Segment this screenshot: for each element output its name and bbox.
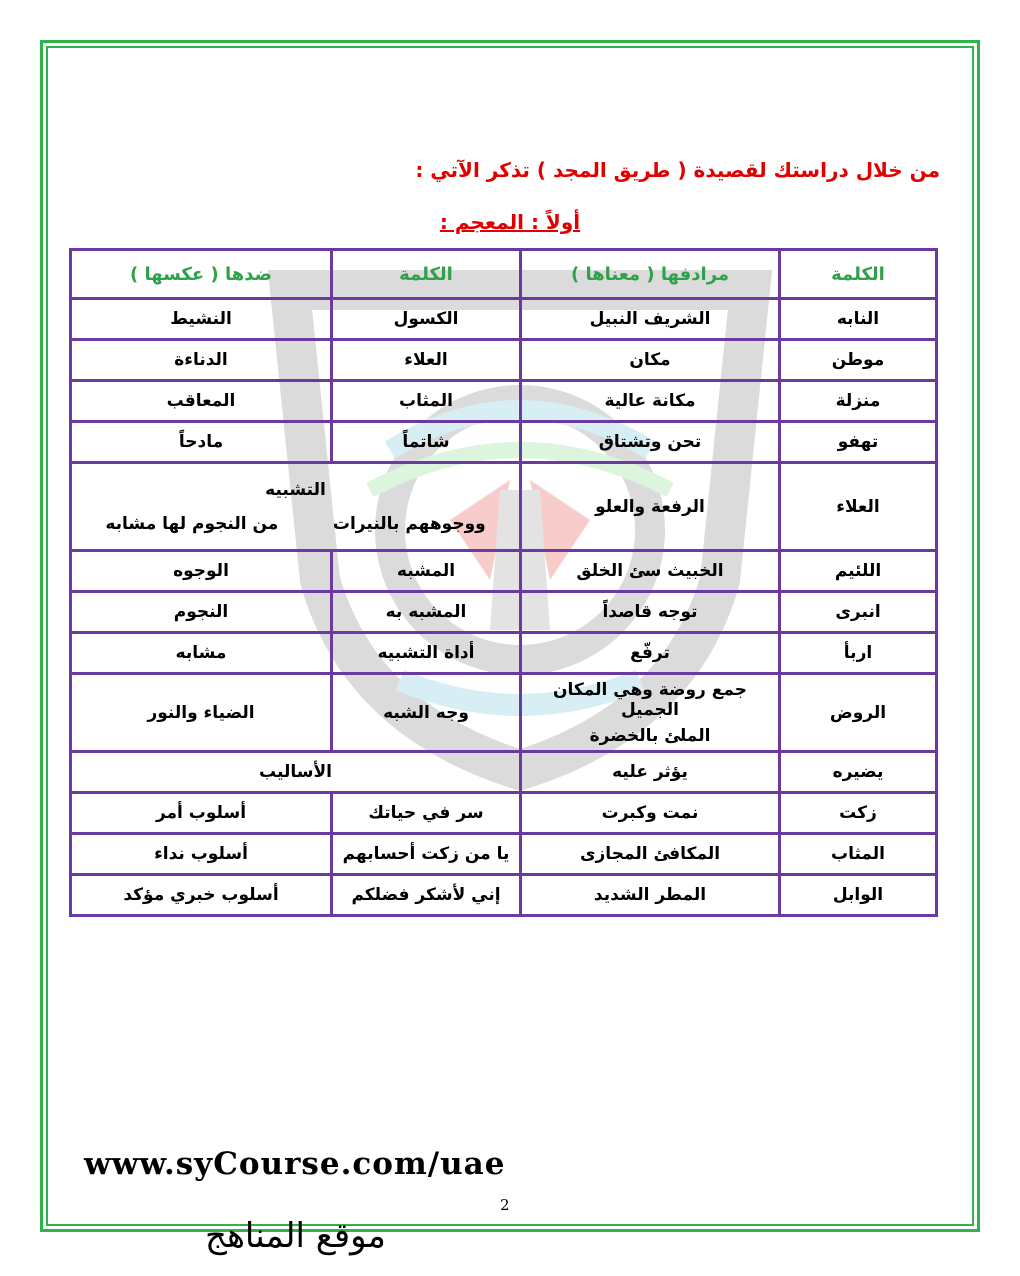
table-row [71, 633, 937, 674]
word2-cell: العلاء [332, 340, 521, 381]
website-url: www.syCourse.com/uae [84, 1146, 506, 1182]
synonym-line-1: جمع روضة وهي المكان الجميل [552, 679, 748, 720]
antonym-cell: النشيط [71, 299, 332, 340]
word2-cell: المثاب [332, 381, 521, 422]
word-cell: انبرى [780, 592, 937, 633]
antonym-cell: النجوم [71, 592, 332, 633]
word-cell: تهفو [780, 422, 937, 463]
table-row [71, 422, 937, 463]
word-cell: المثاب [780, 834, 937, 875]
antonym-cell: مشابه [71, 633, 332, 674]
vocabulary-table [69, 248, 938, 917]
word-cell: الروض [780, 674, 937, 752]
synonym-cell: الرفعة والعلو [521, 463, 780, 551]
antonym-cell: أسلوب نداء [71, 834, 332, 875]
antonym-cell: أسلوب أمر [71, 793, 332, 834]
word-cell: موطن [780, 340, 937, 381]
header-antonym: ضدها ( عكسها ) [71, 250, 332, 299]
antonym-cell: مادحاً [71, 422, 332, 463]
word2-cell: يا من زكت أحسابهم [332, 834, 521, 875]
table-row [71, 674, 937, 752]
section-heading: أولاً : المعجم : [439, 210, 581, 234]
word-cell: النابه [780, 299, 937, 340]
word-cell: منزلة [780, 381, 937, 422]
synonym-line-2: الملئ بالخضرة [589, 725, 711, 746]
word2-cell: وجه الشبه [332, 674, 521, 752]
simile-part-1: ووجوههم بالنيرات [332, 513, 486, 534]
header-word: الكلمة [780, 250, 937, 299]
word-cell: اللئيم [780, 551, 937, 592]
table-row [71, 340, 937, 381]
site-name: موقع المناهج [205, 1216, 386, 1256]
antonym-cell: المعاقب [71, 381, 332, 422]
synonym-cell: نمت وكبرت [521, 793, 780, 834]
word2-cell: الكسول [332, 299, 521, 340]
synonym-cell: مكان [521, 340, 780, 381]
synonym-cell: مكانة عالية [521, 381, 780, 422]
word2-cell: إني لأشكر فضلكم [332, 875, 521, 916]
synonym-cell: توجه قاصداً [521, 592, 780, 633]
table-row [71, 752, 937, 793]
synonym-cell: المكافئ المجازى [521, 834, 780, 875]
synonym-cell: يؤثر عليه [521, 752, 780, 793]
simile-part-2: من النجوم لها مشابه [105, 513, 279, 534]
header-word-2: الكلمة [332, 250, 521, 299]
word-cell: العلاء [780, 463, 937, 551]
page-number: 2 [500, 1196, 510, 1214]
word2-cell: شاتماً [332, 422, 521, 463]
header-synonym: مرادفها ( معناها ) [521, 250, 780, 299]
word-cell: زكت [780, 793, 937, 834]
table-row [71, 592, 937, 633]
table-header-row [71, 250, 937, 299]
word-cell: اربأ [780, 633, 937, 674]
simile-cell [71, 463, 521, 551]
table-row [71, 793, 937, 834]
table-row [71, 551, 937, 592]
page-heading: من خلال دراستك لقصيدة ( طريق المجد ) تذكر الآتي : [415, 158, 940, 182]
word2-cell: المشبه [332, 551, 521, 592]
word2-cell: سر في حياتك [332, 793, 521, 834]
antonym-cell: أسلوب خبري مؤكد [71, 875, 332, 916]
styles-title-cell: الأساليب [71, 752, 521, 793]
synonym-cell: الشريف النبيل [521, 299, 780, 340]
antonym-cell: الدناءة [71, 340, 332, 381]
table-row [71, 381, 937, 422]
antonym-cell: الوجوه [71, 551, 332, 592]
synonym-cell: تحن وتشتاق [521, 422, 780, 463]
word2-cell: أداة التشبيه [332, 633, 521, 674]
table-row [71, 834, 937, 875]
table-row [71, 463, 937, 551]
word-cell: يضيره [780, 752, 937, 793]
simile-title: التشبيه [265, 479, 326, 500]
word-cell: الوابل [780, 875, 937, 916]
table-row [71, 875, 937, 916]
table-row [71, 299, 937, 340]
word2-cell: المشبه به [332, 592, 521, 633]
synonym-cell [521, 674, 780, 752]
antonym-cell: الضياء والنور [71, 674, 332, 752]
synonym-cell: ترفّع [521, 633, 780, 674]
synonym-cell: الخبيث سئ الخلق [521, 551, 780, 592]
synonym-cell: المطر الشديد [521, 875, 780, 916]
